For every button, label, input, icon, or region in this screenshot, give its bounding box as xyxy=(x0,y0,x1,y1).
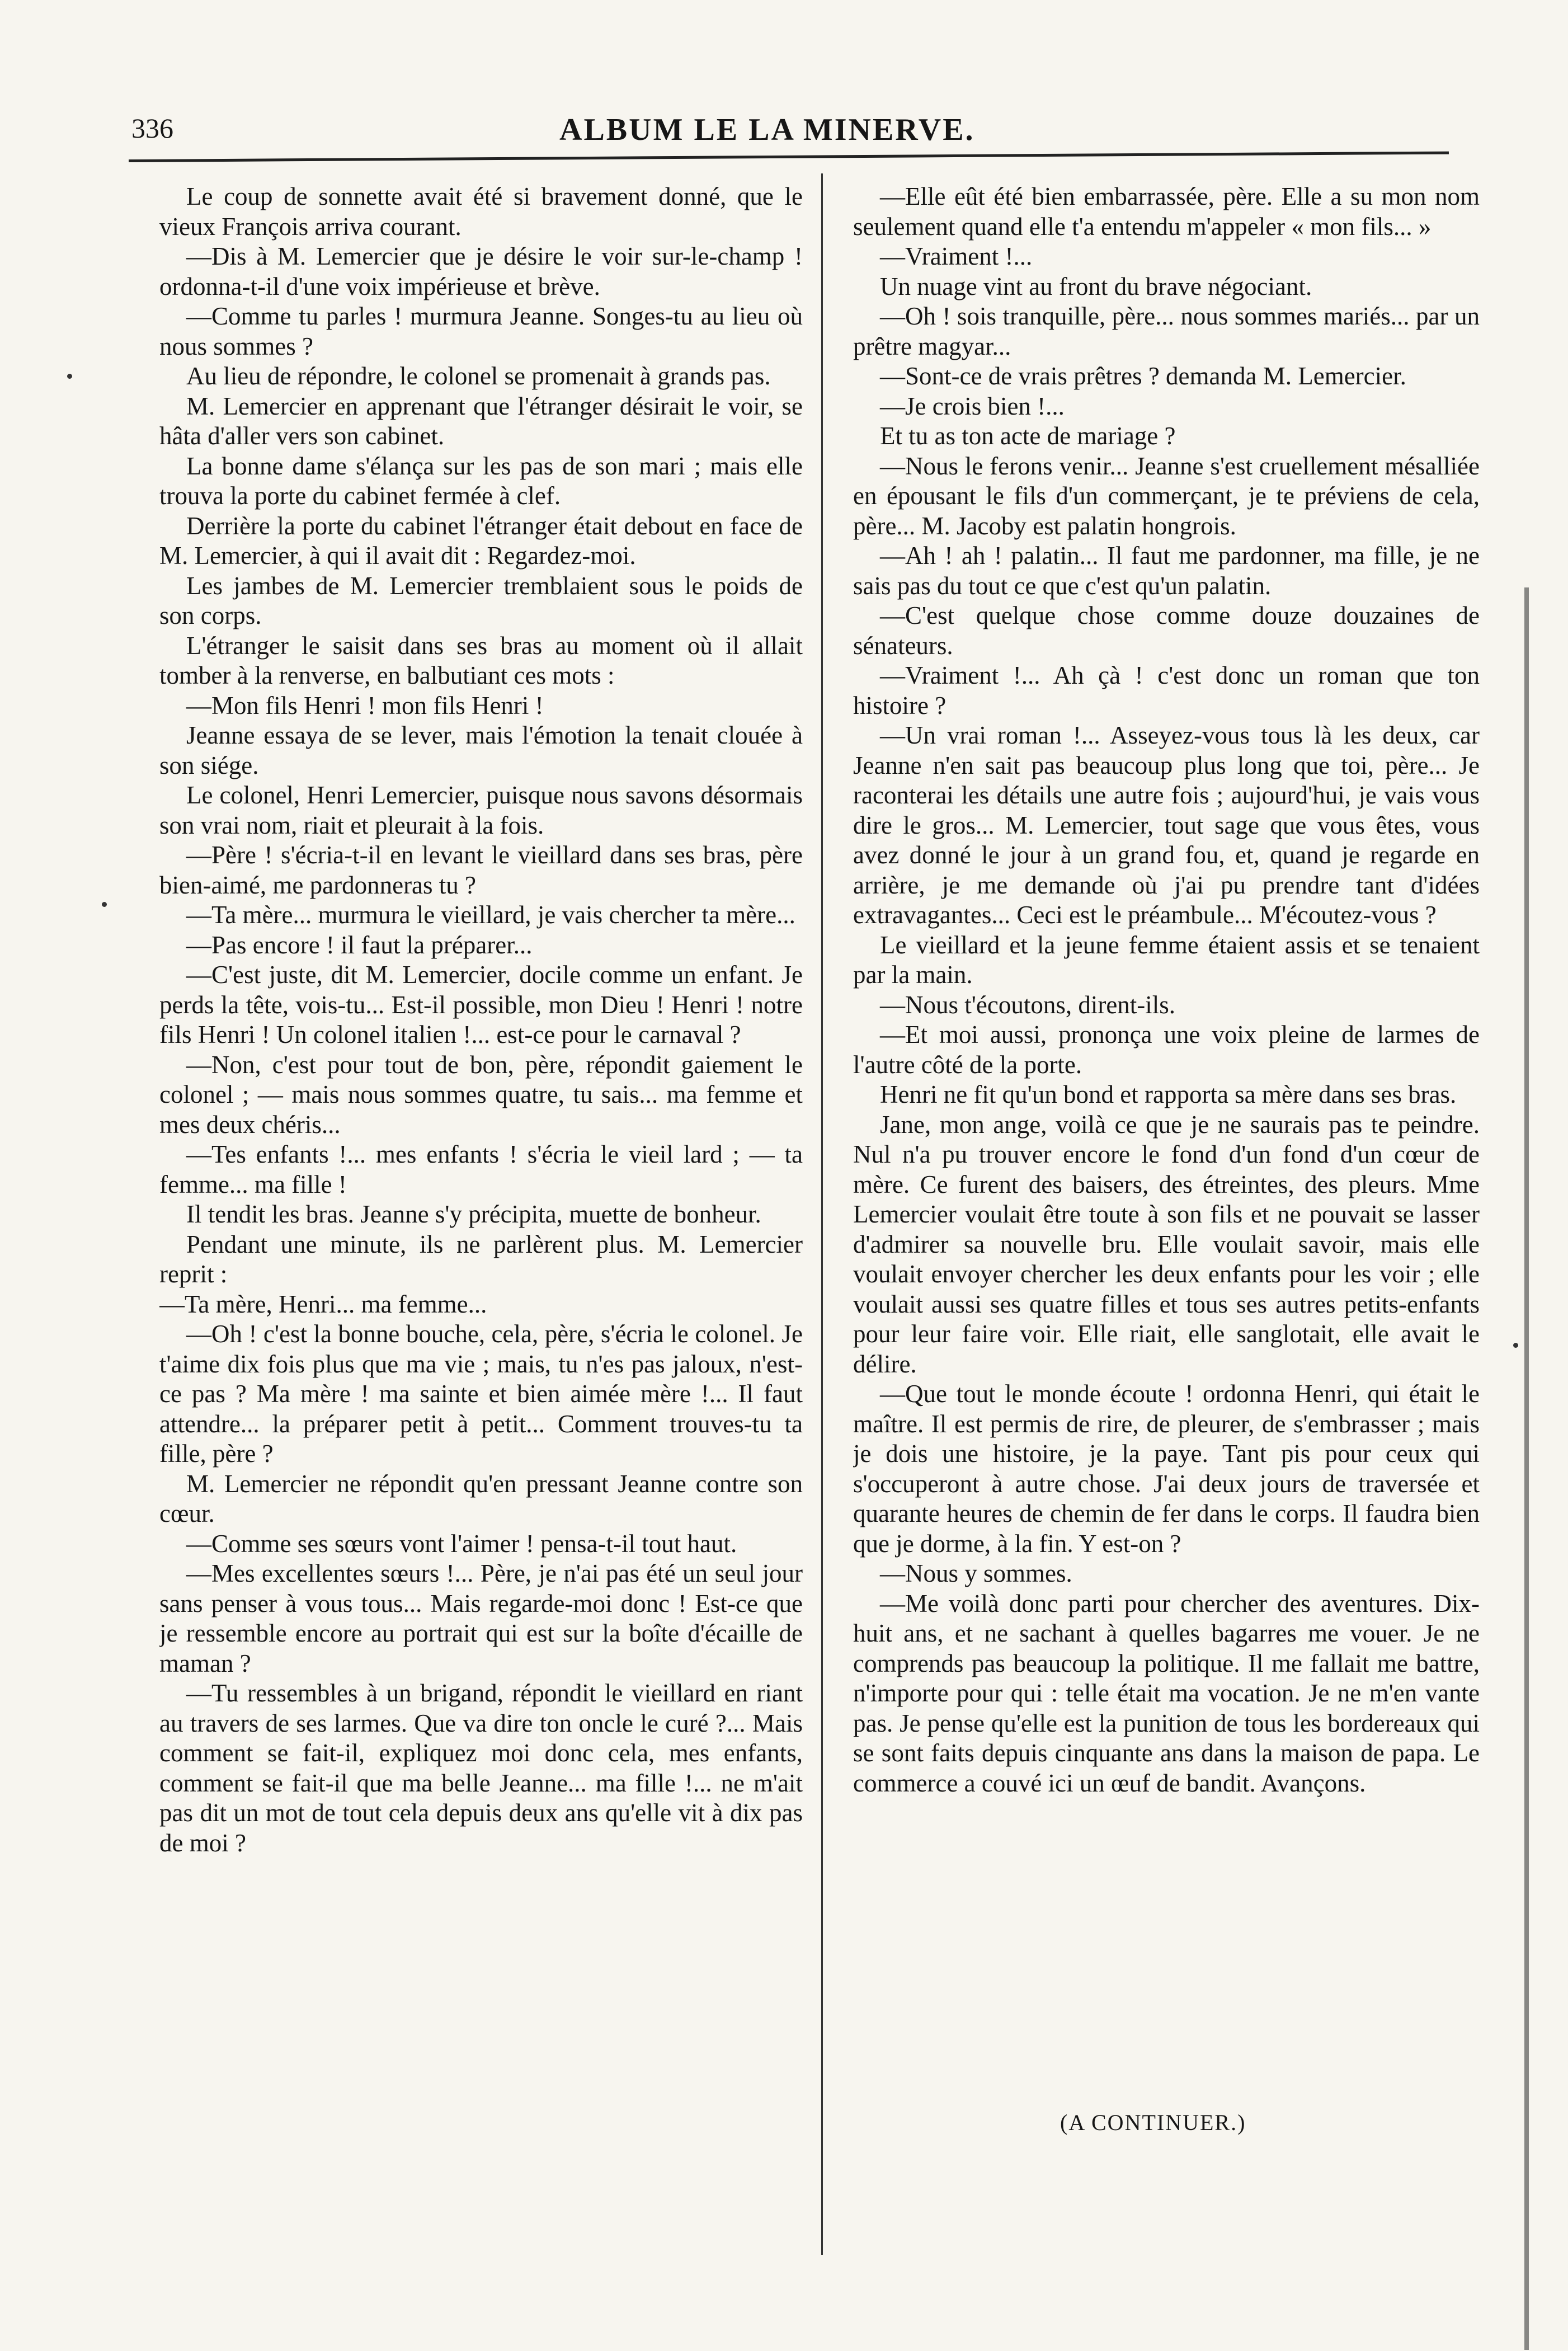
paragraph: —Père ! s'écria-t-il en levant le vieillard dans ses bras, père bien-aimé, me pardonneras tu ? xyxy=(159,841,803,899)
paragraph: —Mes excellentes sœurs !... Père, je n'ai pas été un seul jour sans penser à vous tous... Mais regarde-moi donc ! Est-ce que je ressemble encore au portrait qui est sur la boîte d'écaille de maman ? xyxy=(159,1559,803,1677)
margin-speck xyxy=(1513,1343,1518,1348)
paragraph: Il tendit les bras. Jeanne s'y précipita, muette de bonheur. xyxy=(186,1200,761,1228)
paragraph: Le colonel, Henri Lemercier, puisque nous savons désormais son vrai nom, riait et pleurait à la fois. xyxy=(159,781,803,839)
paragraph: —C'est quelque chose comme douze douzaines de sénateurs. xyxy=(853,601,1480,660)
paragraph: Derrière la porte du cabinet l'étranger était debout en face de M. Lemercier, à qui il avait dit : Regardez-moi. xyxy=(159,511,803,570)
paragraph: —Ta mère... murmura le vieillard, je vais chercher ta mère... xyxy=(186,901,795,929)
paragraph: —Je crois bien !... xyxy=(880,392,1065,420)
paragraph: —Ta mère, Henri... ma femme... xyxy=(159,1290,487,1318)
paragraph: Le vieillard et la jeune femme étaient assis et se tenaient par la main. xyxy=(853,930,1480,989)
running-title: ALBUM LE LA MINERVE. xyxy=(559,112,975,147)
binding-shadow xyxy=(1524,587,1529,2350)
paragraph: —Non, c'est pour tout de bon, père, répondit gaiement le colonel ; — mais nous sommes quatre, tu sais... ma femme et mes deux chéris... xyxy=(159,1050,803,1139)
paragraph: Le coup de sonnette avait été si bravement donné, que le vieux François arriva courant. xyxy=(159,182,803,241)
column-divider xyxy=(821,173,823,2255)
paragraph: —Nous y sommes. xyxy=(880,1559,1072,1587)
paragraph: —Nous t'écoutons, dirent-ils. xyxy=(880,990,1176,1019)
paragraph: Jane, mon ange, voilà ce que je ne saurais pas te peindre. Nul n'a pu trouver encore le fond d'un fond d'un cœur de mère. Ce furent des baisers, des étreintes, des pleurs. Mme Lemercier voulait être toute à son fils et ne pouvait se lasser d'admirer sa nouvelle bru. Elle voulait savoir, mais elle voulait envoyer chercher les deux enfants pour les voir ; elle voulait aussi ses quatre filles et tous ses autres petits-enfants pour leur faire voir. Elle riait, elle sanglotait, elle avait le délire. xyxy=(853,1110,1480,1378)
paragraph: —Un vrai roman !... Asseyez-vous tous là les deux, car Jeanne n'en sait pas beaucoup plus long que toi, père... Je raconterai les détails une autre fois ; aujourd'hui, je vais vous dire le gros... M. Lemercier, tout sage que vous êtes, vous avez donné le jour à un grand fou, et, quand je regarde en arrière, je me demande où j'ai pu prendre tant d'idées extravagantes... Ceci est le préambule... M'écoutez-vous ? xyxy=(853,721,1480,929)
paragraph: —Comme tu parles ! murmura Jeanne. Songes-tu au lieu où nous sommes ? xyxy=(159,302,803,360)
paragraph: —Oh ! sois tranquille, père... nous sommes mariés... par un prêtre magyar... xyxy=(853,302,1480,360)
paragraph: —Tu ressembles à un brigand, répondit le vieillard en riant au travers de ses larmes. Que va dire ton oncle le curé ?... Mais comment se fait-il, expliquez moi donc cela, mes enfants, comment se fait-il que ma belle Jeanne... ma fille !... ne m'ait pas dit un mot de tout cela depuis deux ans qu'elle vit à dix pas de moi ? xyxy=(159,1679,803,1857)
paragraph: —C'est juste, dit M. Lemercier, docile comme un enfant. Je perds la tête, vois-tu... Est-il possible, mon Dieu ! Henri ! notre fils Henri ! Un colonel italien !... est-ce pour le carnaval ? xyxy=(159,961,803,1048)
paragraph: L'étranger le saisit dans ses bras au moment où il allait tomber à la renverse, en balbutiant ces mots : xyxy=(159,631,803,689)
left-column xyxy=(159,182,803,2241)
paragraph: —Oh ! c'est la bonne bouche, cela, père, s'écria le colonel. Je t'aime dix fois plus que ma vie ; mais, tu n'es pas jaloux, n'est-ce pas ? Ma mère ! ma sainte et bien aimée mère !... Il faut attendre... la préparer petit à petit... Comment trouves-tu ta fille, père ? xyxy=(159,1320,803,1468)
right-column xyxy=(853,182,1480,2241)
paragraph: M. Lemercier ne répondit qu'en pressant Jeanne contre son cœur. xyxy=(159,1469,803,1527)
paragraph: —Dis à M. Lemercier que je désire le voir sur-le-champ ! ordonna-t-il d'une voix impérieuse et brève. xyxy=(159,242,803,300)
paragraph: —Comme ses sœurs vont l'aimer ! pensa-t-il tout haut. xyxy=(186,1529,737,1558)
paragraph: —Ah ! ah ! palatin... Il faut me pardonner, ma fille, je ne sais pas du tout ce que c'est qu'un palatin. xyxy=(853,542,1480,600)
paragraph: Un nuage vint au front du brave négociant. xyxy=(880,272,1312,300)
paragraph: —Vraiment !... xyxy=(880,242,1033,270)
paragraph: —Sont-ce de vrais prêtres ? demanda M. Lemercier. xyxy=(880,362,1406,390)
paragraph: Henri ne fit qu'un bond et rapporta sa mère dans ses bras. xyxy=(880,1080,1457,1108)
paragraph: —Vraiment !... Ah çà ! c'est donc un roman que ton histoire ? xyxy=(853,661,1480,720)
paragraph: —Mon fils Henri ! mon fils Henri ! xyxy=(186,691,544,720)
margin-speck xyxy=(102,902,107,907)
paragraph: La bonne dame s'élança sur les pas de son mari ; mais elle trouva la porte du cabinet fermée à clef. xyxy=(159,452,803,510)
margin-speck xyxy=(67,374,72,379)
paragraph: —Elle eût été bien embarrassée, père. Elle a su mon nom seulement quand elle t'a entendu m'appeler « mon fils... » xyxy=(853,182,1480,241)
paragraph: —Nous le ferons venir... Jeanne s'est cruellement mésalliée en épousant le fils d'un commerçant, je te préviens de cela, père... M. Jacoby est palatin hongrois. xyxy=(853,452,1480,540)
paragraph: —Tes enfants !... mes enfants ! s'écria le vieil lard ; — ta femme... ma fille ! xyxy=(159,1140,803,1198)
paragraph: —Que tout le monde écoute ! ordonna Henri, qui était le maître. Il est permis de rire, de pleurer, de s'embrasser ; mais je dois une histoire, je la paye. Tant pis pour ceux qui s'occuperont à autre chose. J'ai deux jours de traversée et quarante heures de chemin de fer dans le corps. Il faudra bien que je dorme, à la fin. Y est-on ? xyxy=(853,1380,1480,1558)
header-rule xyxy=(129,152,1449,162)
paragraph: Les jambes de M. Lemercier tremblaient sous le poids de son corps. xyxy=(159,571,803,629)
paragraph: Au lieu de répondre, le colonel se promenait à grands pas. xyxy=(186,362,771,390)
paragraph: Et tu as ton acte de mariage ? xyxy=(880,422,1176,450)
paragraph: —Me voilà donc parti pour chercher des aventures. Dix-huit ans, et ne sachant à quelles bagarres me vouer. Je ne comprends pas beaucoup la politique. Il me fallait me battre, n'importe pour qui : telle était ma vocation. Je ne m'en vante pas. Je pense qu'elle est la punition de tous les bordereaux qui se sont faits depuis cinquante ans dans la maison de papa. Le commerce a couvé ici un œuf de bandit. Avançons. xyxy=(853,1589,1480,1797)
paragraph: —Pas encore ! il faut la préparer... xyxy=(186,930,533,959)
paragraph: —Et moi aussi, prononça une voix pleine de larmes de l'autre côté de la porte. xyxy=(853,1021,1480,1079)
paragraph: Pendant une minute, ils ne parlèrent plus. M. Lemercier reprit : xyxy=(159,1230,803,1288)
continuation-label: (A CONTINUER.) xyxy=(1060,2110,1246,2135)
paragraph: M. Lemercier en apprenant que l'étranger désirait le voir, se hâta d'aller vers son cabinet. xyxy=(159,392,803,450)
page-number: 336 xyxy=(131,112,173,144)
paragraph: Jeanne essaya de se lever, mais l'émotion la tenait clouée à son siége. xyxy=(159,721,803,779)
